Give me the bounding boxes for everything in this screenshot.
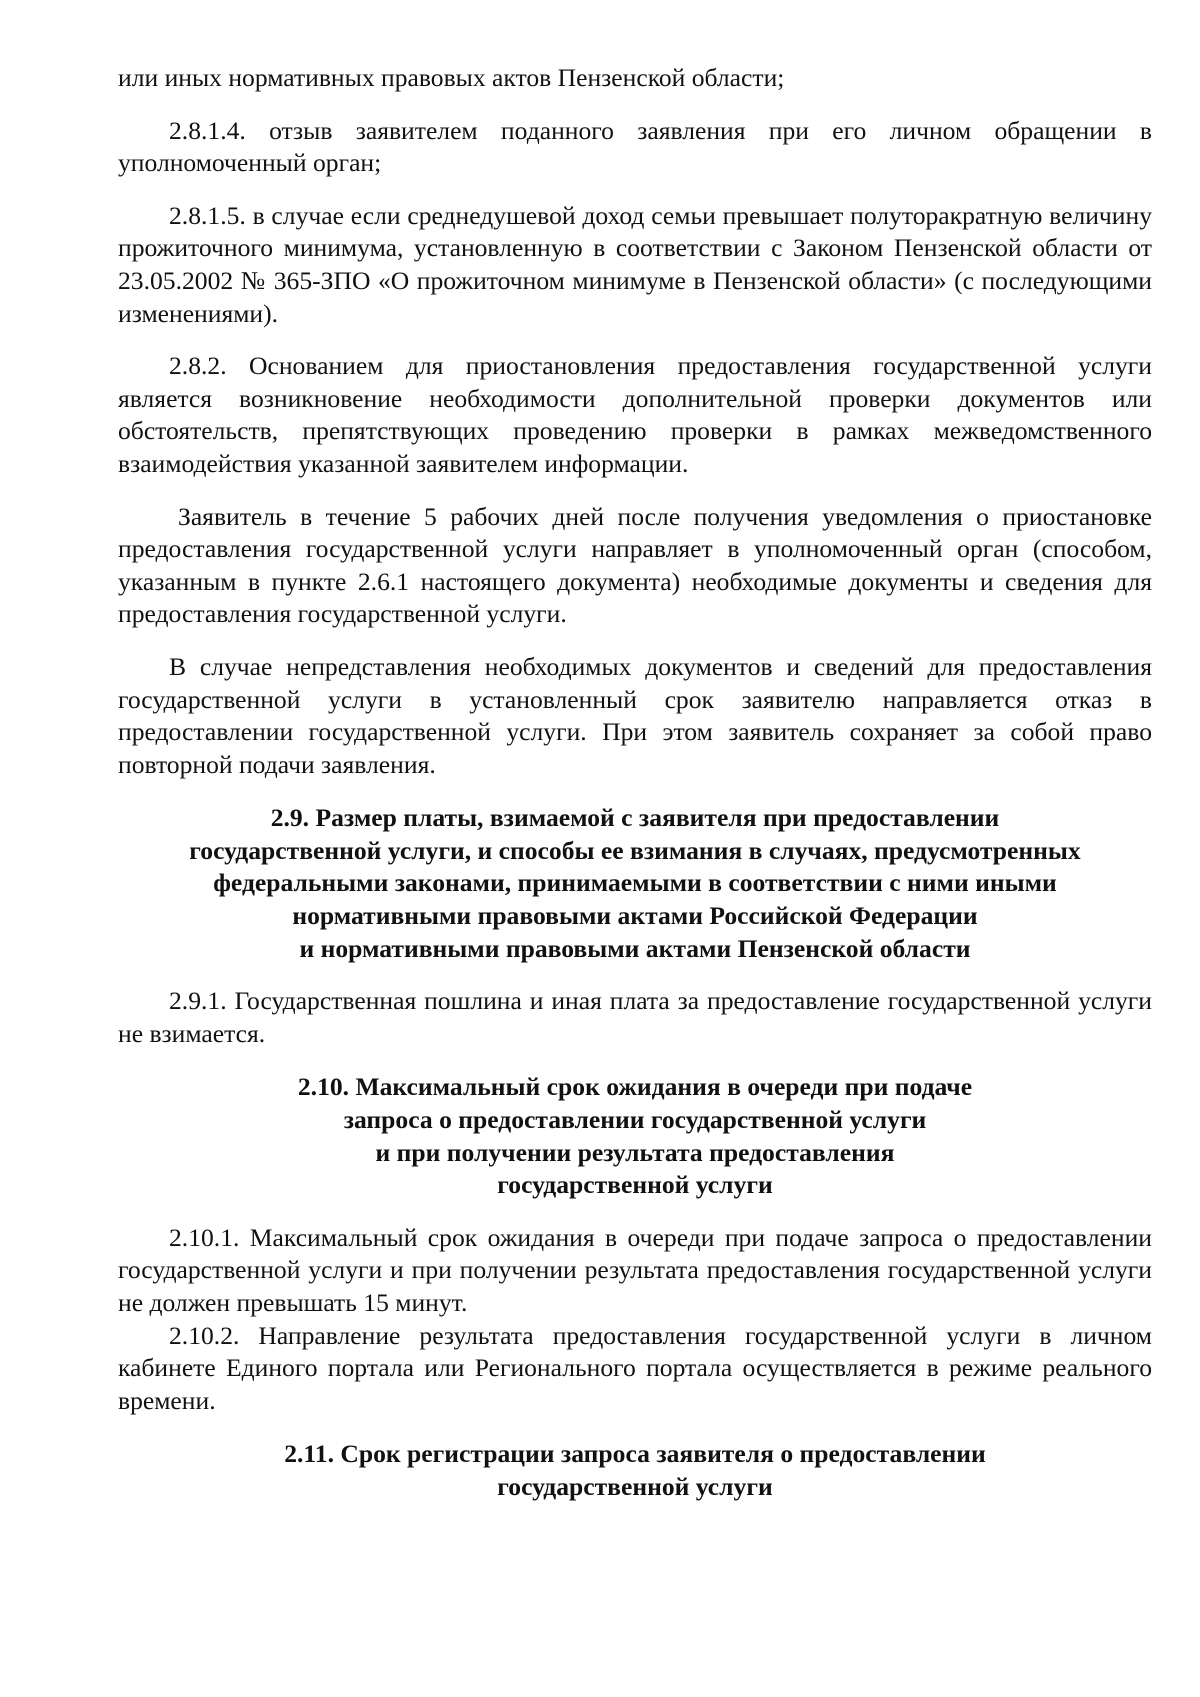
section-heading-2-10 <box>118 1071 1152 1201</box>
document-page <box>118 62 1152 1504</box>
heading-line: и при получении результата предоставления <box>375 1137 895 1167</box>
heading-line: и нормативными правовыми актами Пензенской области <box>299 933 971 963</box>
paragraph-2-8-1-5: 2.8.1.5. в случае если среднедушевой доход семьи превышает полуторакратную величину прожиточного минимума, установленную в соответствии с Законом Пензенской области от 23.05.2002 № 365-ЗПО «О прожиточном минимуме в Пензенской области» (с последующими изменениями). <box>118 200 1152 328</box>
heading-line: государственной услуги <box>497 1170 773 1200</box>
paragraph-2-10-1: 2.10.1. Максимальный срок ожидания в очереди при подаче запроса о предоставлении государственной услуги и при получении результата предоставления государственной услуги не должен превышать 15 минут. <box>118 1222 1152 1317</box>
heading-line: 2.9. Размер платы, взимаемой с заявителя при предоставлении <box>270 803 1000 833</box>
heading-line: 2.10. Максимальный срок ожидания в очереди при подаче <box>297 1072 973 1102</box>
paragraph-2-8-2: 2.8.2. Основанием для приостановления предоставления государственной услуги является возникновение необходимости дополнительной проверки документов или обстоятельств, препятствующих проведению проверки в рамках межведомственного взаимодействия указанной заявителем информации. <box>118 351 1152 478</box>
heading-line: запроса о предоставлении государственной услуги <box>343 1105 927 1135</box>
heading-line: нормативными правовыми актами Российской Федерации <box>292 901 978 931</box>
paragraph-2-10-2: 2.10.2. Направление результата предоставления государственной услуги в личном кабинете Единого портала или Регионального портала осуществляется в режиме реального времени. <box>118 1320 1152 1415</box>
paragraph-continuation: или иных нормативных правовых актов Пензенской области; <box>118 63 785 92</box>
section-heading-2-11 <box>118 1438 1152 1503</box>
paragraph-applicant-deadline: Заявитель в течение 5 рабочих дней после получения уведомления о приостановке предоставления государственной услуги направляет в уполномоченный орган (способом, указанным в пункте 2.6.1 настоящего документа) необходимые документы и сведения для предоставления государственной услуги. <box>118 501 1152 629</box>
paragraph-2-8-1-4: 2.8.1.4. отзыв заявителем поданного заявления при его личном обращении в уполномоченный орган; <box>118 115 1152 178</box>
heading-line: государственной услуги <box>497 1471 773 1501</box>
heading-line: государственной услуги, и способы ее взимания в случаях, предусмотренных <box>189 835 1081 865</box>
paragraph-2-9-1: 2.9.1. Государственная пошлина и иная плата за предоставление государственной услуги не взимается. <box>118 986 1152 1048</box>
heading-line: 2.11. Срок регистрации запроса заявителя о предоставлении <box>284 1439 986 1469</box>
paragraph-refusal: В случае непредставления необходимых документов и сведений для предоставления государственной услуги в установленный срок заявителю направляется отказ в предоставлении государственной услуги. При этом заявитель сохраняет за собой право повторной подачи заявления. <box>118 651 1152 779</box>
section-heading-2-9 <box>118 802 1152 965</box>
heading-line: федеральными законами, принимаемыми в соответствии с ними иными <box>213 868 1057 898</box>
